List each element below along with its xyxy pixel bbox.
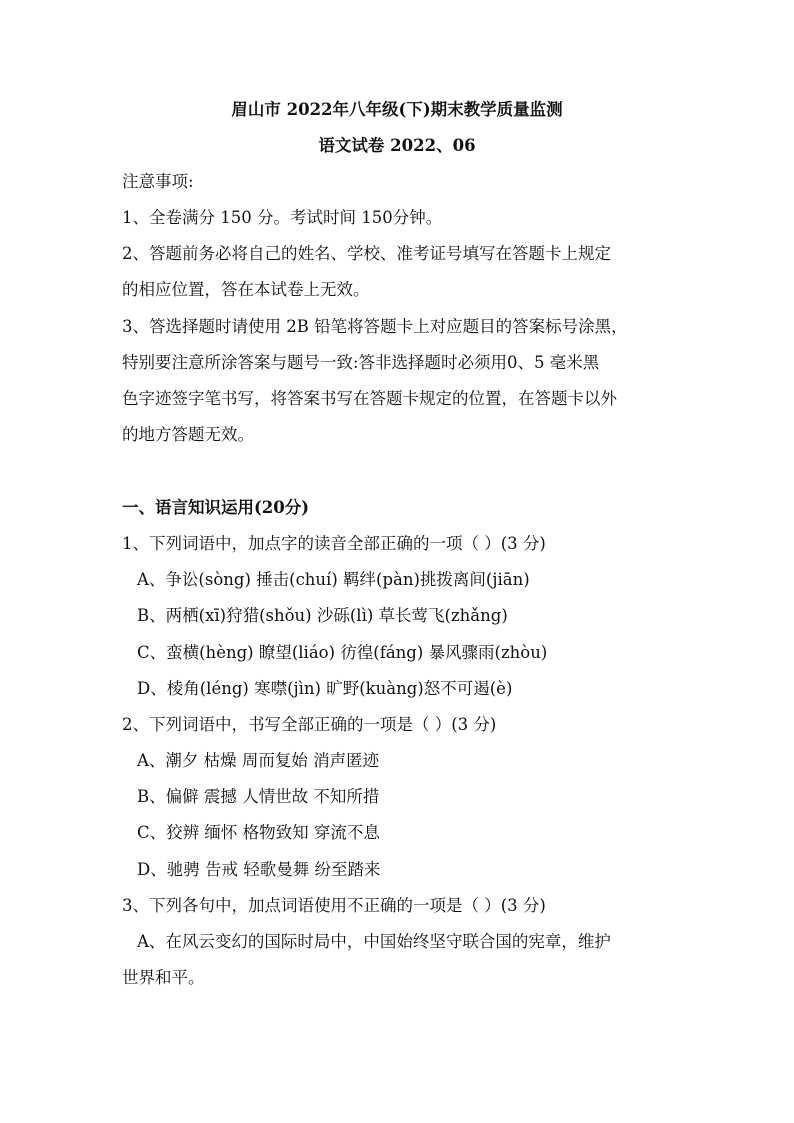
question-2-option-d: D、驰骋 告戒 轻歌曼舞 纷至踏来 bbox=[137, 860, 381, 879]
notice-line: 色字迹签字笔书写，将答案书写在答题卡规定的位置，在答题卡以外 bbox=[122, 389, 617, 408]
question-2-stem: 2、下列词语中，书写全部正确的一项是（ ）(3 分) bbox=[122, 715, 497, 734]
question-2-option-a: A、潮夕 枯燥 周而复始 消声匿迹 bbox=[137, 751, 380, 770]
notice-line: 2、答题前务必将自己的姓名、学校、准考证号填写在答题卡上规定 bbox=[122, 244, 611, 263]
notice-line: 的地方答题无效。 bbox=[122, 425, 254, 444]
question-3-stem: 3、下列各句中，加点词语使用不正确的一项是（ ）(3 分) bbox=[122, 896, 546, 915]
question-1-option-b: B、两栖(xī)狩猎(shǒu) 沙砾(lì) 草长莺飞(zhǎng) bbox=[137, 606, 508, 625]
question-3-option-a: A、在风云变幻的国际时局中，中国始终坚守联合国的宪章，维护 bbox=[137, 932, 611, 951]
question-1-option-d: D、棱角(léng) 寒噤(jìn) 旷野(kuàng)怒不可遏(è) bbox=[137, 679, 513, 698]
notice-line: 1、全卷满分 150 分。考试时间 150分钟。 bbox=[122, 208, 443, 227]
question-1-option-c: C、蛮横(hèng) 瞭望(liáo) 彷徨(fáng) 暴风骤雨(zhòu) bbox=[137, 643, 548, 662]
question-3-option-a-continued: 世界和平。 bbox=[122, 968, 205, 987]
question-2-option-b: B、偏僻 震撼 人情世故 不知所措 bbox=[137, 787, 380, 806]
exam-subtitle: 语文试卷 2022、06 bbox=[318, 136, 476, 155]
question-1-option-a: A、争讼(sòng) 捶击(chuí) 羁绊(pàn)挑拨离间(jiān) bbox=[137, 570, 530, 589]
question-2-option-c: C、狡辨 缅怀 格物致知 穿流不息 bbox=[137, 823, 380, 842]
exam-title: 眉山市 2022年八年级(下)期末教学质量监测 bbox=[231, 100, 563, 119]
notice-heading: 注意事项: bbox=[122, 172, 194, 191]
notice-line: 的相应位置，答在本试卷上无效。 bbox=[122, 280, 370, 299]
question-1-stem: 1、下列词语中，加点字的读音全部正确的一项（ ）(3 分) bbox=[122, 534, 546, 553]
section-heading: 一、语言知识运用(20分) bbox=[122, 498, 310, 517]
notice-line: 3、答选择题时请使用 2B 铅笔将答题卡上对应题目的答案标号涂黑， bbox=[122, 317, 628, 336]
notice-line: 特别要注意所涂答案与题号一致:答非选择题时必须用0、5 毫米黑 bbox=[122, 353, 600, 372]
